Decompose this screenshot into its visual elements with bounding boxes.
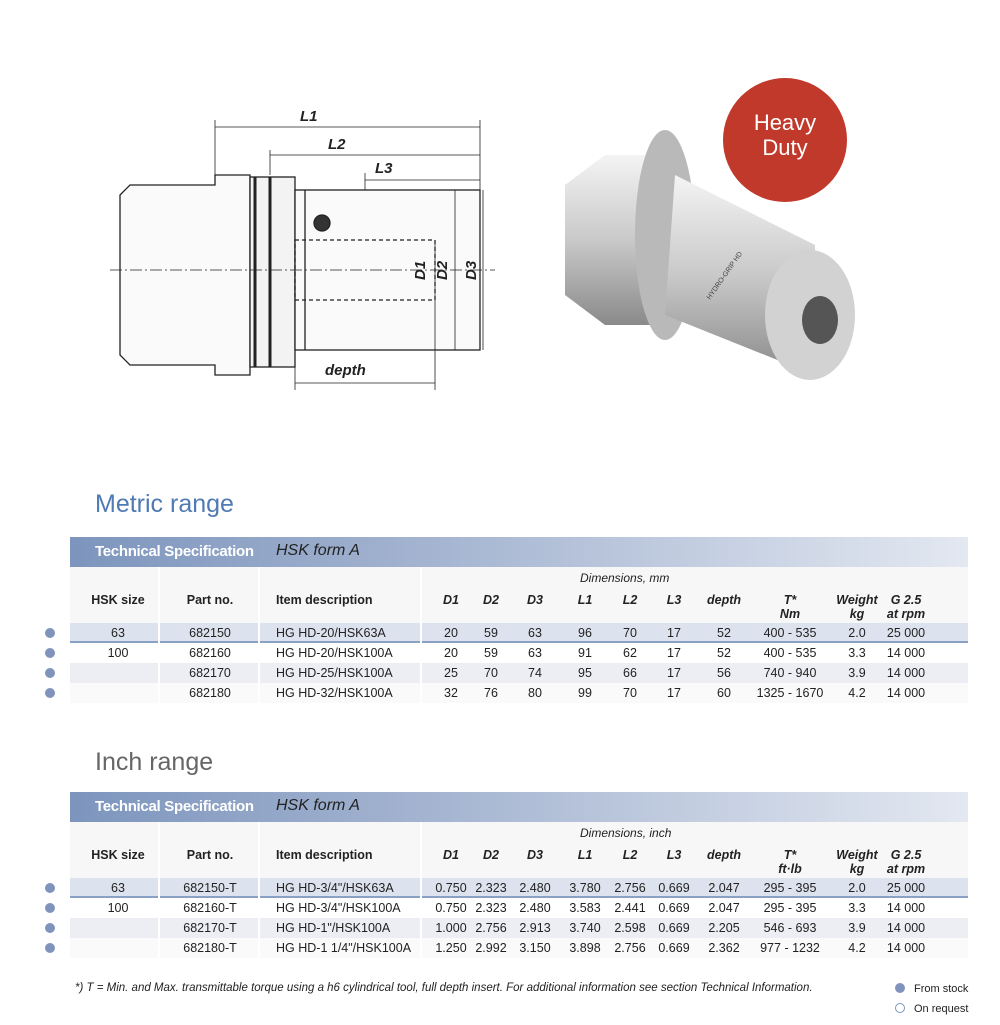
cell-d1: 20 <box>444 626 458 640</box>
column-header-d2: D2 <box>483 848 499 862</box>
cell-g: 14 000 <box>886 646 926 660</box>
cell-l1: 99 <box>578 686 592 700</box>
cell-d3: 63 <box>528 646 542 660</box>
cell-d3: 2.480 <box>519 881 551 895</box>
cell-d1: 20 <box>444 646 458 660</box>
legend-on-request <box>895 1003 968 1015</box>
cell-l2: 70 <box>623 686 637 700</box>
cell-t: 295 - 395 <box>763 901 817 915</box>
label-d3: D3 <box>463 260 480 280</box>
cell-g: 14 000 <box>886 686 926 700</box>
cell-d1: 32 <box>444 686 458 700</box>
cell-w: 4.2 <box>848 686 866 700</box>
column-header-g1: G 2.5 <box>890 848 922 862</box>
cell-l2: 2.756 <box>614 881 646 895</box>
cell-l3: 17 <box>667 666 681 680</box>
cell-d2: 2.323 <box>475 881 507 895</box>
cell-l3: 17 <box>667 686 681 700</box>
cell-part: 682180-T <box>183 941 237 955</box>
cell-l2: 2.598 <box>614 921 646 935</box>
cell-d3: 3.150 <box>519 941 551 955</box>
cell-l1: 3.898 <box>569 941 601 955</box>
cell-w: 3.9 <box>848 666 866 680</box>
cell-d2: 70 <box>484 666 498 680</box>
column-divider <box>420 822 422 958</box>
cell-w: 2.0 <box>848 881 866 895</box>
cell-w: 3.9 <box>848 921 866 935</box>
column-divider <box>158 567 160 703</box>
cell-part: 682150-T <box>183 881 237 895</box>
dimensions-label: Dimensions, mm <box>580 571 670 585</box>
cell-d3: 80 <box>528 686 542 700</box>
table-header <box>70 822 968 878</box>
cell-d1: 0.750 <box>435 881 467 895</box>
cell-t: 1325 - 1670 <box>756 686 824 700</box>
availability-dot-icon <box>45 628 55 638</box>
column-header-w2: kg <box>849 607 865 621</box>
cell-w: 4.2 <box>848 941 866 955</box>
cell-part: 682150 <box>189 626 231 640</box>
cell-g: 25 000 <box>886 626 926 640</box>
cell-l1: 96 <box>578 626 592 640</box>
column-header-g2: at rpm <box>886 607 926 621</box>
column-header-w1: Weight <box>836 593 878 607</box>
cell-d1: 0.750 <box>435 901 467 915</box>
cell-d3: 74 <box>528 666 542 680</box>
column-divider <box>258 567 260 703</box>
cell-l3: 17 <box>667 626 681 640</box>
cell-t: 546 - 693 <box>763 921 817 935</box>
cell-desc: HG HD-1"/HSK100A <box>276 921 391 935</box>
table-header <box>70 567 968 623</box>
footnote: *) T = Min. and Max. transmittable torque using a h6 cylindrical tool, full depth insert. For additional information see section Technical Information. <box>75 982 813 994</box>
cell-hsk: 63 <box>111 626 125 640</box>
cell-l2: 62 <box>623 646 637 660</box>
cell-d3: 2.913 <box>519 921 551 935</box>
cell-d2: 2.323 <box>475 901 507 915</box>
column-header-d1: D1 <box>443 848 459 862</box>
cell-part: 682170 <box>189 666 231 680</box>
cell-depth: 52 <box>717 626 731 640</box>
empty-dot-icon <box>895 1003 905 1013</box>
cell-desc: HG HD-3/4"/HSK63A <box>276 881 394 895</box>
availability-dot-icon <box>45 668 55 678</box>
column-header-part: Part no. <box>186 593 234 607</box>
label-d1: D1 <box>412 260 429 280</box>
column-header-hsk: HSK size <box>91 848 145 862</box>
column-header-w2: kg <box>849 862 865 876</box>
cell-d1: 25 <box>444 666 458 680</box>
cell-d2: 59 <box>484 646 498 660</box>
column-header-t2: ft·lb <box>778 862 802 876</box>
availability-dot-icon <box>45 648 55 658</box>
cell-desc: HG HD-1 1/4"/HSK100A <box>276 941 412 955</box>
column-header-d1: D1 <box>443 593 459 607</box>
dimensions-label: Dimensions, inch <box>580 826 672 840</box>
cell-desc: HG HD-20/HSK63A <box>276 626 386 640</box>
cell-d3: 63 <box>528 626 542 640</box>
cell-hsk: 63 <box>111 881 125 895</box>
spec-label: Technical Specification <box>95 543 254 560</box>
cell-part: 682160-T <box>183 901 237 915</box>
column-header-w1: Weight <box>836 848 878 862</box>
spec-form: HSK form A <box>276 542 360 559</box>
column-header-depth: depth <box>706 848 742 862</box>
technical-drawing <box>100 95 510 395</box>
table-row <box>70 898 968 918</box>
cell-d1: 1.000 <box>435 921 467 935</box>
cell-depth: 52 <box>717 646 731 660</box>
inch-table <box>70 822 968 958</box>
product-photo <box>545 75 875 405</box>
cell-d2: 2.756 <box>475 921 507 935</box>
column-header-l3: L3 <box>666 593 682 607</box>
column-header-d3: D3 <box>527 848 543 862</box>
availability-dot-icon <box>45 923 55 933</box>
column-header-hsk: HSK size <box>91 593 145 607</box>
spec-form: HSK form A <box>276 797 360 814</box>
cell-t: 977 - 1232 <box>760 941 820 955</box>
cell-depth: 56 <box>717 666 731 680</box>
inch-spec-bar <box>70 792 968 822</box>
cell-l3: 0.669 <box>658 881 690 895</box>
cell-d3: 2.480 <box>519 901 551 915</box>
cell-l1: 3.780 <box>569 881 601 895</box>
cell-t: 400 - 535 <box>763 646 817 660</box>
column-divider <box>258 822 260 958</box>
cell-depth: 60 <box>717 686 731 700</box>
cell-l2: 2.756 <box>614 941 646 955</box>
cell-w: 3.3 <box>848 901 866 915</box>
label-l2: L2 <box>328 136 346 153</box>
metric-range-title: Metric range <box>95 490 234 518</box>
column-header-l2: L2 <box>622 848 638 862</box>
cell-l1: 95 <box>578 666 592 680</box>
table-row <box>70 878 968 898</box>
column-header-part: Part no. <box>186 848 234 862</box>
table-row <box>70 938 968 958</box>
cell-l3: 0.669 <box>658 901 690 915</box>
label-l1: L1 <box>300 108 318 125</box>
column-divider <box>420 567 422 703</box>
table-row <box>70 918 968 938</box>
cell-g: 14 000 <box>886 921 926 935</box>
badge-text-2: Duty <box>762 135 808 160</box>
cell-l3: 17 <box>667 646 681 660</box>
column-header-l1: L1 <box>577 593 593 607</box>
cell-l1: 3.583 <box>569 901 601 915</box>
cell-t: 740 - 940 <box>763 666 817 680</box>
cell-l3: 0.669 <box>658 921 690 935</box>
table-row <box>70 643 968 663</box>
cell-l3: 0.669 <box>658 941 690 955</box>
cell-t: 400 - 535 <box>763 626 817 640</box>
cell-d2: 59 <box>484 626 498 640</box>
cell-part: 682180 <box>189 686 231 700</box>
cell-desc: HG HD-32/HSK100A <box>276 686 393 700</box>
metric-spec-bar <box>70 537 968 567</box>
cell-g: 25 000 <box>886 881 926 895</box>
cell-g: 14 000 <box>886 901 926 915</box>
cell-depth: 2.047 <box>708 901 740 915</box>
column-divider <box>158 822 160 958</box>
cell-g: 14 000 <box>886 666 926 680</box>
cell-part: 682160 <box>189 646 231 660</box>
availability-dot-icon <box>45 943 55 953</box>
metric-table <box>70 567 968 703</box>
cell-w: 2.0 <box>848 626 866 640</box>
spec-label: Technical Specification <box>95 798 254 815</box>
filled-dot-icon <box>895 983 905 993</box>
column-header-desc: Item description <box>276 593 373 607</box>
column-header-desc: Item description <box>276 848 373 862</box>
column-header-g1: G 2.5 <box>890 593 922 607</box>
cell-d2: 2.992 <box>475 941 507 955</box>
availability-dot-icon <box>45 903 55 913</box>
cell-desc: HG HD-25/HSK100A <box>276 666 393 680</box>
cell-l1: 3.740 <box>569 921 601 935</box>
cell-l2: 2.441 <box>614 901 646 915</box>
cell-l1: 91 <box>578 646 592 660</box>
cell-hsk: 100 <box>107 646 129 660</box>
column-header-t1: T* <box>783 848 797 862</box>
cell-d1: 1.250 <box>435 941 467 955</box>
column-header-depth: depth <box>706 593 742 607</box>
column-header-d2: D2 <box>483 593 499 607</box>
cell-d2: 76 <box>484 686 498 700</box>
availability-dot-icon <box>45 883 55 893</box>
cell-desc: HG HD-20/HSK100A <box>276 646 393 660</box>
column-header-l2: L2 <box>622 593 638 607</box>
cell-l2: 70 <box>623 626 637 640</box>
cell-depth: 2.047 <box>708 881 740 895</box>
column-header-l1: L1 <box>577 848 593 862</box>
column-header-g2: at rpm <box>886 862 926 876</box>
cell-desc: HG HD-3/4"/HSK100A <box>276 901 401 915</box>
badge-text-1: Heavy <box>753 110 817 135</box>
table-row <box>70 623 968 643</box>
table-row <box>70 663 968 683</box>
column-header-t2: Nm <box>779 607 801 621</box>
table-row <box>70 683 968 703</box>
label-l3: L3 <box>375 160 393 177</box>
cell-g: 14 000 <box>886 941 926 955</box>
cell-l2: 66 <box>623 666 637 680</box>
engraving: HYDRO-GRIP HD <box>705 250 745 302</box>
cell-part: 682170-T <box>183 921 237 935</box>
legend-from-stock <box>895 983 968 995</box>
legend-label: On request <box>914 1003 969 1015</box>
cell-t: 295 - 395 <box>763 881 817 895</box>
column-header-t1: T* <box>783 593 797 607</box>
label-depth: depth <box>325 362 366 379</box>
availability-dot-icon <box>45 688 55 698</box>
cell-hsk: 100 <box>107 901 129 915</box>
legend-label: From stock <box>914 983 969 995</box>
label-d2: D2 <box>434 260 451 280</box>
cell-depth: 2.362 <box>708 941 740 955</box>
column-header-d3: D3 <box>527 593 543 607</box>
cell-depth: 2.205 <box>708 921 740 935</box>
inch-range-title: Inch range <box>95 748 214 776</box>
cell-w: 3.3 <box>848 646 866 660</box>
column-header-l3: L3 <box>666 848 682 862</box>
